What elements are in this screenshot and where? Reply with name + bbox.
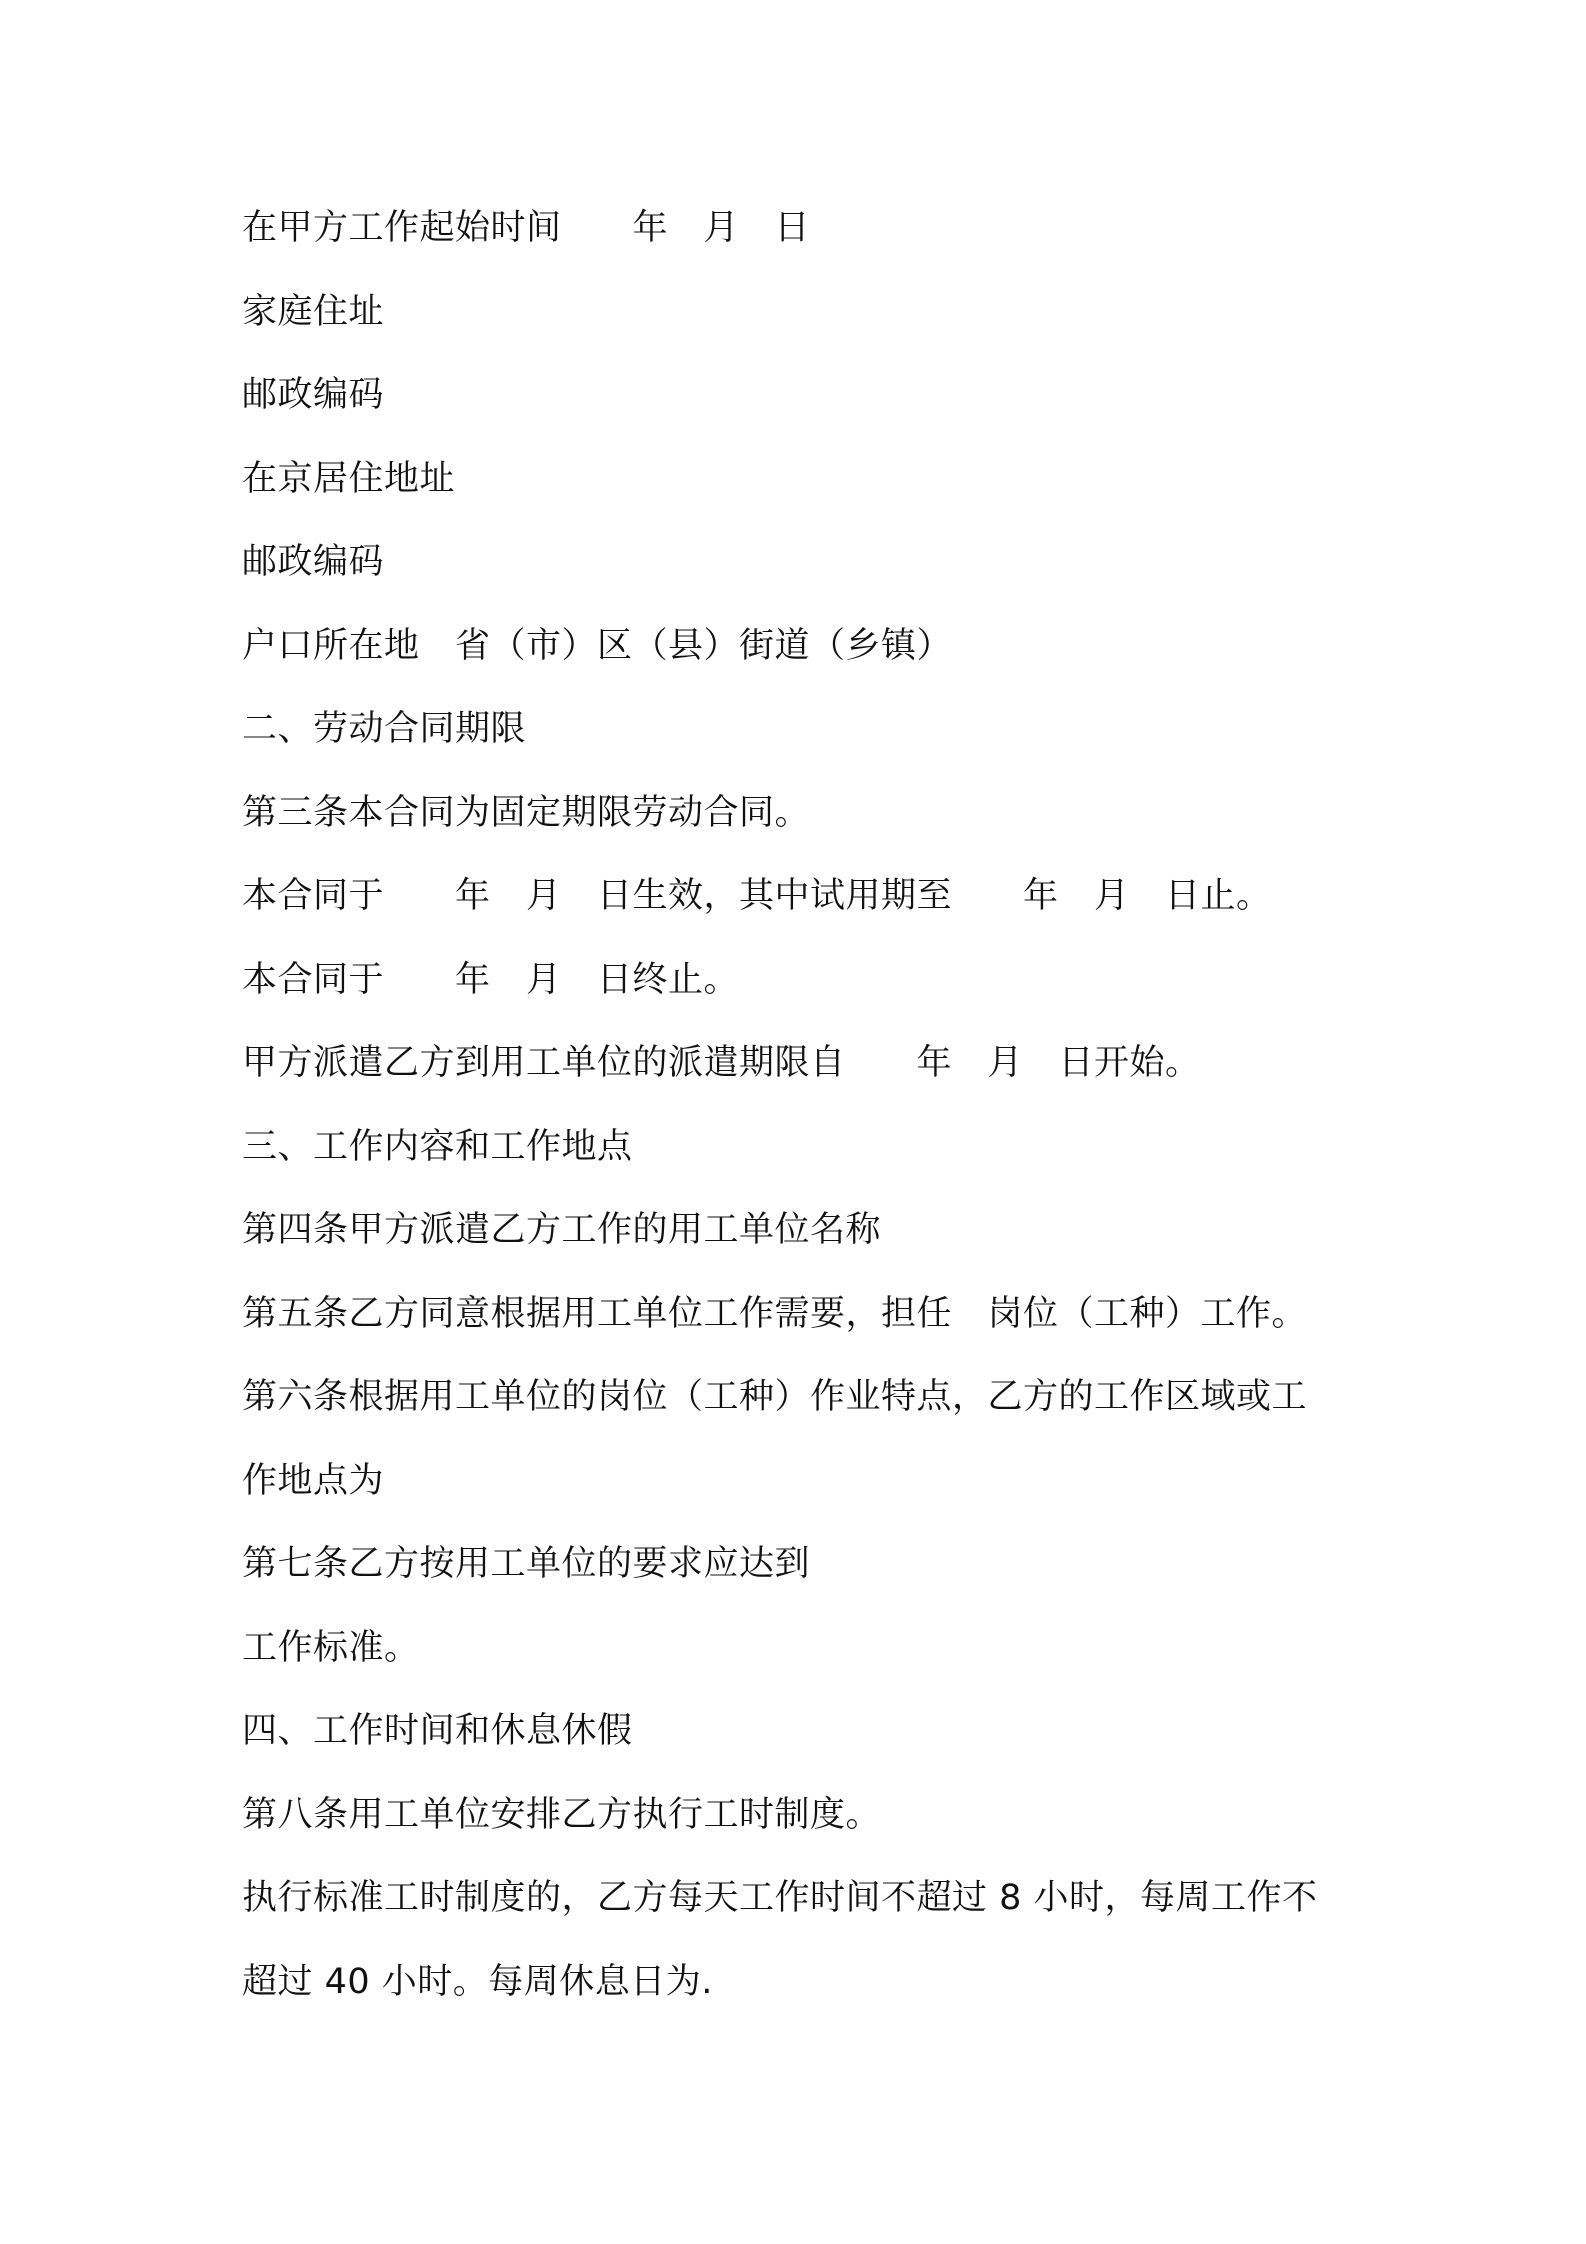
article-7: 第七条乙方按用工单位的要求应达到: [242, 1544, 811, 1584]
text-line-effective-date: 本合同于 年 月 日生效，其中试用期至 年 月 日止。: [242, 876, 1272, 916]
article-6: 第六条根据用工单位的岗位（工种）作业特点，乙方的工作区域或工: [242, 1377, 1308, 1417]
text-line-postal-code: 邮政编码: [242, 375, 385, 415]
article-5: 第五条乙方同意根据用工单位工作需要，担任 岗位（工种）工作。: [242, 1293, 1308, 1334]
article-3: 第三条本合同为固定期限劳动合同。: [242, 792, 811, 833]
text-line-beijing-address: 在京居住地址: [242, 458, 456, 499]
text-line-standard-hours: 执行标准工时制度的，乙方每天工作时间不超过 8 小时，每周工作不: [242, 1878, 1318, 1918]
text-line-postal-code-2: 邮政编码: [242, 542, 385, 582]
document-body: [242, 200, 1422, 2037]
section-heading-contract-term: 二、劳动合同期限: [242, 709, 527, 749]
text-line-dispatch-period: 甲方派遣乙方到用工单位的派遣期限自 年 月 日开始。: [242, 1043, 1201, 1083]
text-line-termination-date: 本合同于 年 月 日终止。: [242, 959, 740, 1000]
text-line-home-address: 家庭住址: [242, 291, 385, 332]
article-6-continued: 作地点为: [242, 1460, 385, 1501]
article-8: 第八条用工单位安排乙方执行工时制度。: [242, 1794, 882, 1835]
section-heading-work-content: 三、工作内容和工作地点: [242, 1126, 633, 1167]
text-line-standard-hours-continued: 超过 40 小时。每周休息日为.: [242, 1961, 713, 2002]
article-4: 第四条甲方派遣乙方工作的用工单位名称: [242, 1210, 882, 1250]
section-heading-work-hours: 四、工作时间和休息休假: [242, 1711, 633, 1751]
text-line-hukou: 户口所在地 省（市）区（县）街道（乡镇）: [242, 625, 953, 666]
article-7-continued: 工作标准。: [242, 1627, 420, 1668]
text-line-start-date: 在甲方工作起始时间 年 月 日: [242, 208, 811, 248]
